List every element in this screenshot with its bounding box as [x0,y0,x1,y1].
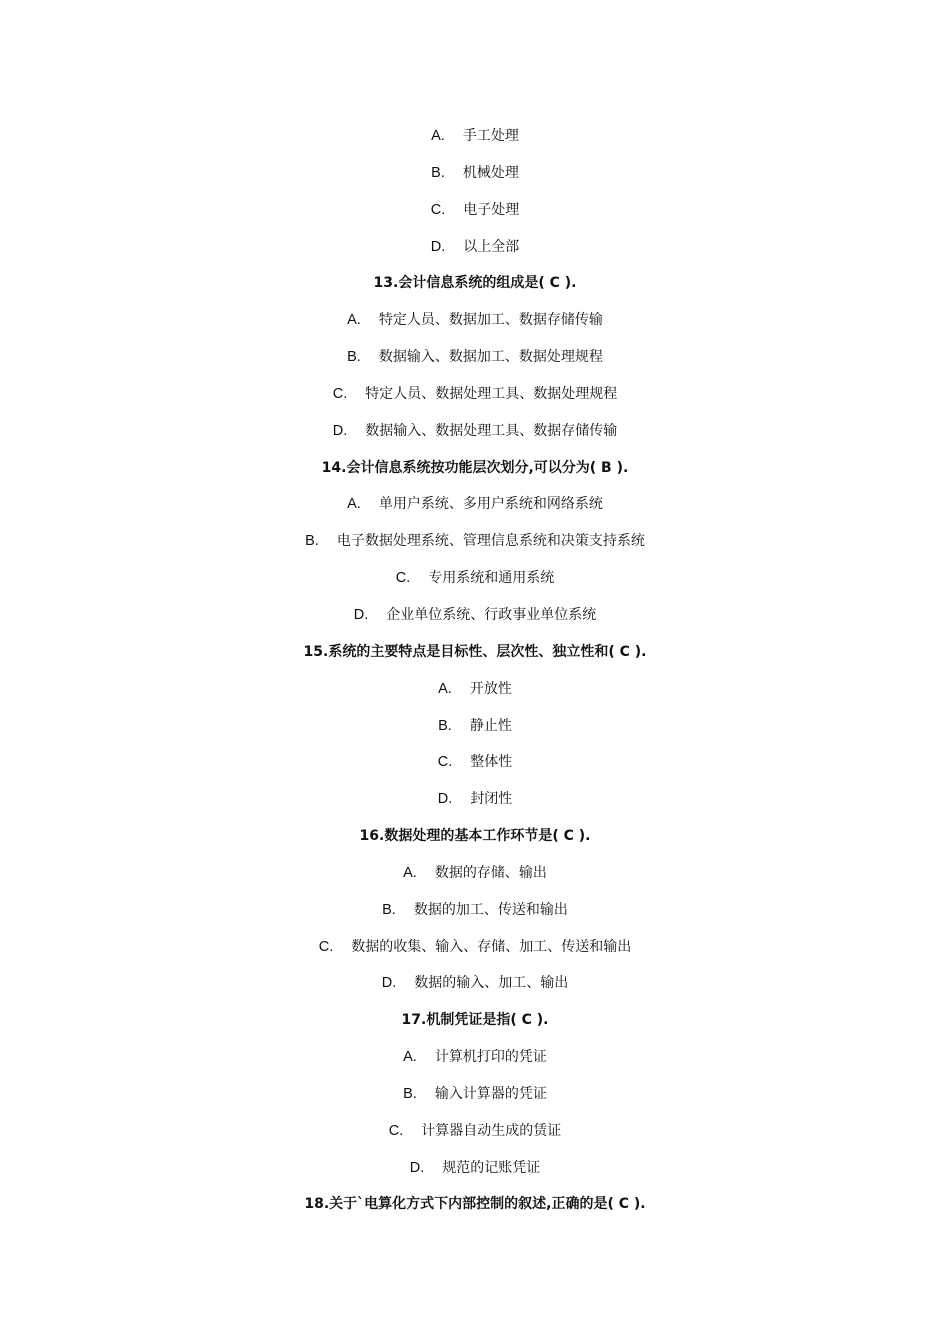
option-text: 输入计算器的凭证 [434,1085,547,1102]
answer-option [0,118,950,155]
option-marker: B. [382,901,396,918]
option-text: 电子处理 [463,201,520,218]
answer-option [0,376,950,413]
option-marker: D. [381,975,397,992]
answer-option [0,486,950,523]
option-marker: A. [347,312,361,329]
option-text: 专用系统和通用系统 [428,570,555,587]
question-stem [0,634,950,671]
option-text: 特定人员、数据处理工具、数据处理规程 [365,385,618,402]
option-text: 数据的收集、输入、存储、加工、传送和输出 [351,938,632,955]
answer-option [0,1150,950,1187]
option-text: 机械处理 [462,164,519,181]
option-marker: D. [332,422,348,439]
option-marker: C. [388,1122,404,1139]
question-text: 14.会计信息系统按功能层次划分,可以分为( B ). [321,459,629,476]
option-marker: B. [403,1085,417,1102]
option-marker: A. [403,864,417,881]
option-text: 以上全部 [463,238,520,255]
question-stem [0,265,950,302]
option-text: 封闭性 [470,791,513,808]
answer-option [0,1076,950,1113]
answer-option [0,708,950,745]
option-marker: D. [409,1159,425,1176]
question-stem [0,818,950,855]
question-stem [0,1186,950,1223]
option-marker: B. [305,533,319,550]
answer-option [0,229,950,266]
answer-option [0,671,950,708]
question-text: 15.系统的主要特点是目标性、层次性、独立性和( C ). [303,643,647,660]
option-marker: A. [438,680,452,697]
answer-option [0,855,950,892]
option-text: 数据的输入、加工、输出 [414,975,569,992]
option-text: 计算器自动生成的赁证 [421,1122,562,1139]
option-marker: A. [403,1049,417,1066]
answer-option [0,929,950,966]
option-marker: C. [430,201,446,218]
option-marker: D. [437,791,453,808]
option-text: 静止性 [469,717,512,734]
option-text: 数据输入、数据处理工具、数据存储传输 [365,422,618,439]
answer-option [0,892,950,929]
answer-option [0,302,950,339]
option-marker: D. [353,606,369,623]
option-text: 计算机打印的凭证 [434,1049,547,1066]
answer-option [0,560,950,597]
option-text: 数据的加工、传送和输出 [413,901,568,918]
answer-option [0,1039,950,1076]
answer-option [0,339,950,376]
option-text: 特定人员、数据加工、数据存储传输 [378,312,603,329]
option-marker: B. [347,349,361,366]
question-text: 18.关于`电算化方式下内部控制的叙述,正确的是( C ). [304,1196,646,1213]
option-text: 手工处理 [462,128,519,144]
answer-option [0,192,950,229]
question-stem [0,450,950,487]
option-text: 数据输入、数据加工、数据处理规程 [378,349,603,366]
answer-option [0,744,950,781]
document-page [0,118,950,1223]
option-marker: A. [347,496,361,513]
option-marker: C. [395,570,411,587]
option-marker: B. [438,717,452,734]
option-text: 企业单位系统、行政事业单位系统 [386,606,597,623]
option-marker: C. [332,385,348,402]
answer-option [0,965,950,1002]
option-text: 电子数据处理系统、管理信息系统和决策支持系统 [336,533,645,550]
answer-option [0,1113,950,1150]
option-text: 数据的存储、输出 [434,864,547,881]
question-text: 17.机制凭证是指( C ). [401,1012,549,1029]
answer-option [0,155,950,192]
answer-option [0,523,950,560]
answer-option [0,781,950,818]
question-stem [0,1002,950,1039]
option-marker: C. [318,938,334,955]
question-text: 13.会计信息系统的组成是( C ). [373,275,577,292]
option-marker: C. [437,754,453,771]
answer-option [0,597,950,634]
option-text: 开放性 [469,680,512,697]
question-text: 16.数据处理的基本工作环节是( C ). [359,828,591,845]
answer-option [0,413,950,450]
option-text: 单用户系统、多用户系统和网络系统 [378,496,603,513]
option-marker: B. [431,164,445,181]
option-text: 整体性 [470,754,513,771]
option-text: 规范的记账凭证 [442,1159,541,1176]
option-marker: A. [431,128,445,144]
option-marker: D. [430,238,446,255]
